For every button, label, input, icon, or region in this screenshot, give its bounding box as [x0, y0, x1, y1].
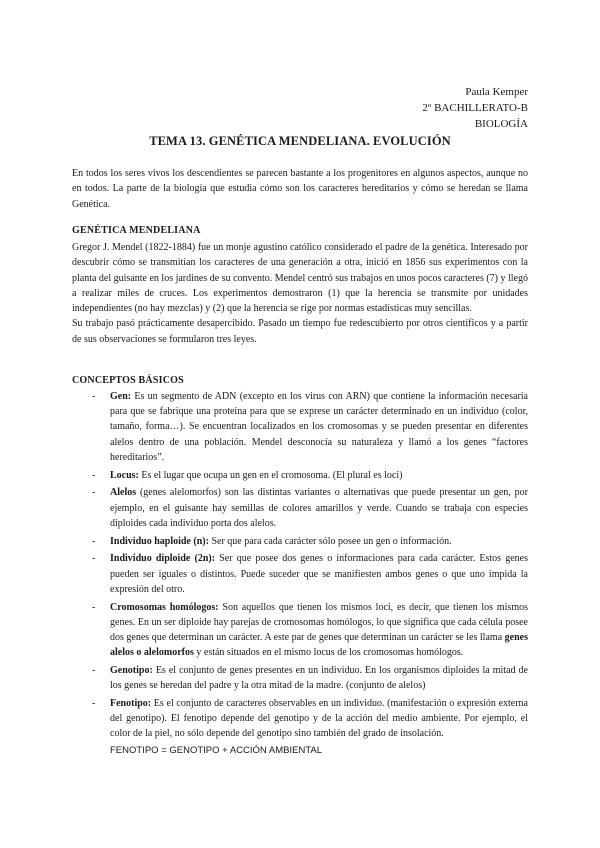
term-definition: Ser que posee dos genes o informaciones para cada carácter. Estos genes pueden ser iguales o distintos. Puede suceder que se manifiesten ambos genes o que uno impida la expresión del otro.	[110, 553, 528, 595]
intro-paragraph: En todos los seres vivos los descendientes se parecen bastante a los progenitores en algunos aspectos, aunque no en todos. La parte de la biología que estudia cómo son los caracteres hereditarios y cómo se heredan se llama Genética.	[72, 168, 528, 210]
term-definition: Ser que para cada carácter sólo posee un gen o información.	[208, 535, 452, 547]
term-definition-cont: y están situados en el mismo locus de los cromosomas homólogos.	[193, 647, 464, 659]
list-item: - Locus: Es el lugar que ocupa un gen en el cromosoma. (El plural es loci)	[92, 469, 403, 481]
list-item: - Gen: Es un segmento de ADN (excepto en los virus con ARN) que contiene la información necesaria para que se fabrique una proteína para que se exprese un carácter determinado en un individuo (color, tamaño, forma…). Se encuentran localizados en los cromosomas y se pueden presentar en diferentes alelos dentro de una población. Mendel desconocía su naturaleza y llamó a los genes “factores hereditarios”.	[92, 391, 528, 463]
document-title: TEMA 13. GENÉTICA MENDELIANA. EVOLUCIÓN	[149, 134, 451, 148]
list-item: - Cromosomas homólogos: Son aquellos que tienen los mismos loci, es decir, que tienen los mismos genes. En un ser diploide hay parejas de cromosomas homólogos, lo que significa que cada célula posee dos genes que determinan un carácter. A este par de genes que determinan un carácter se les llama genes alelos o alelomorfos y están situados en el mismo locus de los cromosomas homólogos.	[92, 601, 528, 659]
term-label: Cromosomas homólogos:	[110, 601, 219, 613]
term-definition: (genes alelomorfos) son las distintas variantes o alternativas que puede presentar un gen, por ejemplo, en el guisante hay semillas de colores amarillos y verde. Cuando se trabaja con especies diploides cada individuo porta dos alelos.	[110, 487, 528, 529]
list-item: - Individuo diploide (2n): Ser que posee dos genes o informaciones para cada carácter. Estos genes pueden ser iguales o distintos. Puede suceder que se manifiesten ambos genes o que uno impida la expresión del otro.	[92, 553, 528, 595]
term-definition: Es el conjunto de genes presentes en un individuo. En los organismos diploides la mitad de los genes se heredan del padre y la otra mitad de la madre. (conjunto de alelos)	[110, 665, 528, 692]
term-definition: Es el conjunto de caracteres observables en un individuo. (manifestación o expresión externa del genotipo). El fenotipo depende del genotipo y de la acción del medio ambiente. Por ejemplo, el color de la piel, no sólo depende del genotipo sino también del grado de insolación.	[110, 698, 528, 740]
section-heading-conceptos: CONCEPTOS BÁSICOS	[72, 375, 184, 386]
list-item: - Genotipo: Es el conjunto de genes presentes en un individuo. En los organismos diploides la mitad de los genes se heredan del padre y la otra mitad de la madre. (conjunto de alelos)	[92, 665, 528, 692]
term-emphasis: genes alelos o alelomorfos	[110, 632, 528, 659]
term-label: Individuo diploide (2n):	[110, 553, 216, 565]
course-label: 2º BACHILLERATO-B	[422, 102, 528, 114]
section-heading-mendeliana: GENÉTICA MENDELIANA	[72, 225, 201, 236]
mendel-section	[72, 240, 528, 347]
term-label: Genotipo:	[110, 665, 153, 677]
term-label: Individuo haploide (n):	[110, 535, 209, 547]
document-header	[422, 84, 528, 132]
term-label: Fenotipo:	[110, 698, 152, 710]
author-name: Paula Kemper	[465, 86, 528, 98]
mendel-paragraph: Gregor J. Mendel (1822-1884) fue un monje agustino católico considerado el padre de la genética. Interesado por descubrir cómo se transmitían los caracteres de una generación a otra, inició en 1856 sus experimentos con la planta del guisante en los jardines de su convento. Mendel centró sus trabajos en unos pocos caracteres (7) y llegó a realizar miles de cruces. Los experimentos demostraron (1) que la herencia se transmite por unidades independientes (no hay mezclas) y (2) que la herencia se rige por normas estadísticas muy sencillas.	[72, 242, 528, 315]
term-label: Alelos	[110, 487, 137, 499]
term-label: Locus:	[110, 469, 139, 481]
term-label: Gen:	[110, 391, 132, 402]
mendel-paragraph-2: Su trabajo pasó prácticamente desapercibido. Pasado un tiempo fue redescubierto por otros científicos y a partir de sus observaciones se formularon tres leyes.	[72, 318, 528, 345]
term-definition: Es el lugar que ocupa un gen en el cromosoma. (El plural es loci)	[138, 469, 403, 481]
list-item: - Fenotipo: Es el conjunto de caracteres observables en un individuo. (manifestación o expresión externa del genotipo). El fenotipo depende del genotipo y de la acción del medio ambiente. Por ejemplo, el color de la piel, no sólo depende del genotipo sino también del grado de insolación. FENOTIPO = GENOTIPO + ACCIÓN AMBIENTAL	[92, 696, 528, 758]
phenotype-formula: FENOTIPO = GENOTIPO + ACCIÓN AMBIENTAL	[110, 744, 323, 756]
term-definition: Son aquellos que tienen los mismos loci, es decir, que tienen los mismos genes. En un ser diploide hay parejas de cromosomas homólogos, lo que significa que cada célula posee dos genes que determinan un carácter. A este par de genes que determinan un carácter se les llama	[110, 601, 528, 644]
subject-label: BIOLOGÍA	[474, 118, 528, 130]
list-item: - Alelos (genes alelomorfos) son las distintas variantes o alternativas que puede presentar un gen, por ejemplo, en el guisante hay semillas de colores amarillos y verde. Cuando se trabaja con especies diploides cada individuo porta dos alelos.	[92, 487, 528, 529]
term-definition: Es un segmento de ADN (excepto en los virus con ARN) que contiene la información necesaria para que se fabrique una proteína para que se exprese un carácter determinado en un individuo (color, tamaño, forma…). Se encuentran localizados en los cromosomas y se pueden presentar en diferentes alelos dentro de una población. Mendel desconocía su naturaleza y llamó a los genes “factores hereditarios”.	[110, 391, 528, 463]
list-item: - Individuo haploide (n): Ser que para cada carácter sólo posee un gen o información.	[92, 535, 452, 547]
concepts-list	[92, 389, 528, 760]
